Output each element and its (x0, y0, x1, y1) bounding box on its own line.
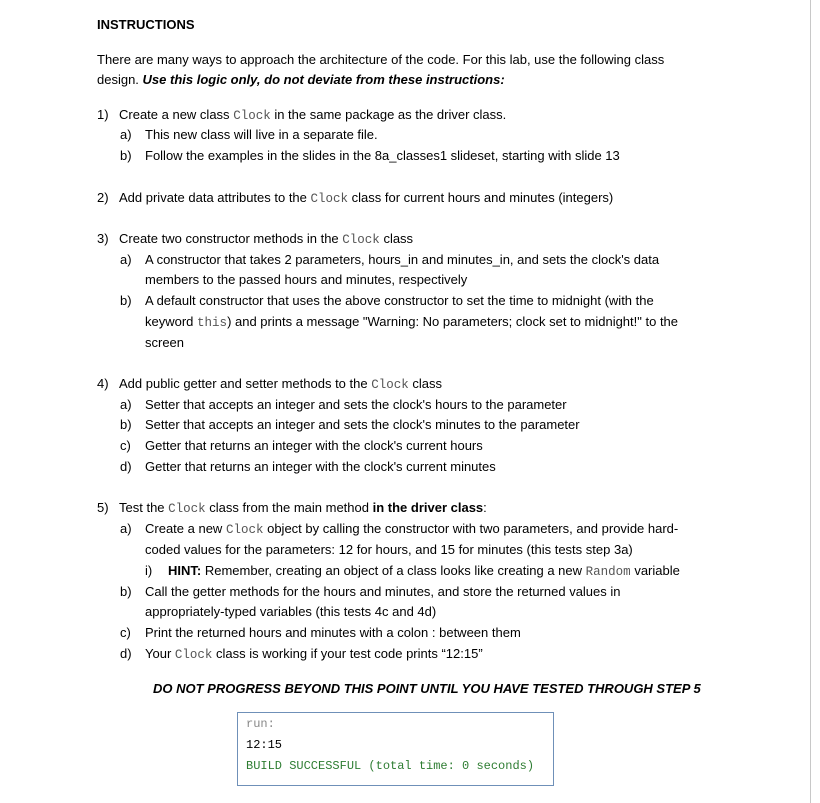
step-5b-line-1: Call the getter methods for the hours and minutes, and store the returned values in (145, 584, 621, 599)
console-run-label: run: (246, 717, 275, 731)
step-4a-text: Setter that accepts an integer and sets the clock's hours to the parameter (145, 397, 567, 412)
step-5a-line-1: Create a new Clock object by calling the constructor with two parameters, and provide hard- (145, 521, 679, 537)
step-4d-number: d) (120, 459, 132, 474)
step-3-number: 3) (97, 231, 109, 246)
step-5b-number: b) (120, 584, 132, 599)
step-4-text: Add public getter and setter methods to the Clock class (119, 376, 442, 392)
step-2-text: Add private data attributes to the Clock class for current hours and minutes (integers) (119, 190, 614, 206)
step-4a-number: a) (120, 397, 132, 412)
console-result: 12:15 (246, 738, 283, 752)
step-5ai-hint: HINT: Remember, creating an object of a class looks like creating a new Random variable (168, 563, 680, 579)
step-3b-line-1: A default constructor that uses the above constructor to set the time to midnight (with the (145, 293, 654, 308)
step-5c-text: Print the returned hours and minutes with a colon : between them (145, 625, 521, 640)
step-1-text: Create a new class Clock in the same package as the driver class. (119, 107, 507, 123)
intro-line-1: There are many ways to approach the architecture of the code. For this lab, use the following class (97, 52, 665, 67)
step-4d-text: Getter that returns an integer with the clock's current minutes (145, 459, 496, 474)
step-2-number: 2) (97, 190, 109, 205)
step-3b-line-2: keyword this) and prints a message "Warning: No parameters; clock set to midnight!" to the (145, 314, 679, 330)
step-1a-number: a) (120, 127, 132, 142)
step-3a-number: a) (120, 252, 132, 267)
warning-banner: DO NOT PROGRESS BEYOND THIS POINT UNTIL YOU HAVE TESTED THROUGH STEP 5 (153, 681, 701, 696)
step-3a-line-1: A constructor that takes 2 parameters, hours_in and minutes_in, and sets the clock's data (145, 252, 660, 267)
intro-line-2: design. Use this logic only, do not deviate from these instructions: (97, 72, 505, 87)
step-5ai-number: i) (145, 563, 153, 578)
step-3a-line-2: members to the passed hours and minutes, respectively (145, 272, 468, 287)
step-1-number: 1) (97, 107, 109, 122)
step-1a-text: This new class will live in a separate file. (145, 127, 378, 142)
step-5b-line-2: appropriately-typed variables (this tests 4c and 4d) (145, 604, 437, 619)
step-3-text: Create two constructor methods in the Clock class (119, 231, 414, 247)
intro-emphasis: Use this logic only, do not deviate from these instructions: (142, 72, 505, 87)
console-output-box (237, 712, 554, 786)
step-4c-text: Getter that returns an integer with the clock's current hours (145, 438, 483, 453)
step-5a-number: a) (120, 521, 132, 536)
step-4-number: 4) (97, 376, 109, 391)
step-1b-number: b) (120, 148, 132, 163)
step-1b-text: Follow the examples in the slides in the 8a_classes1 slideset, starting with slide 13 (145, 148, 620, 163)
step-5d-text: Your Clock class is working if your test code prints “12:15” (145, 646, 483, 662)
page-edge-divider (810, 0, 811, 803)
step-5d-number: d) (120, 646, 132, 661)
step-5a-line-2: coded values for the parameters: 12 for hours, and 15 for minutes (this tests step 3a) (145, 542, 633, 557)
step-4b-text: Setter that accepts an integer and sets the clock's minutes to the parameter (145, 417, 580, 432)
console-build-status: BUILD SUCCESSFUL (total time: 0 seconds) (246, 759, 535, 773)
step-4c-number: c) (120, 438, 131, 453)
page-heading: INSTRUCTIONS (97, 17, 195, 32)
step-5-number: 5) (97, 500, 109, 515)
step-5c-number: c) (120, 625, 131, 640)
step-3b-line-3: screen (145, 335, 185, 350)
step-5-text: Test the Clock class from the main method in the driver class: (119, 500, 487, 516)
step-4b-number: b) (120, 417, 132, 432)
step-3b-number: b) (120, 293, 132, 308)
